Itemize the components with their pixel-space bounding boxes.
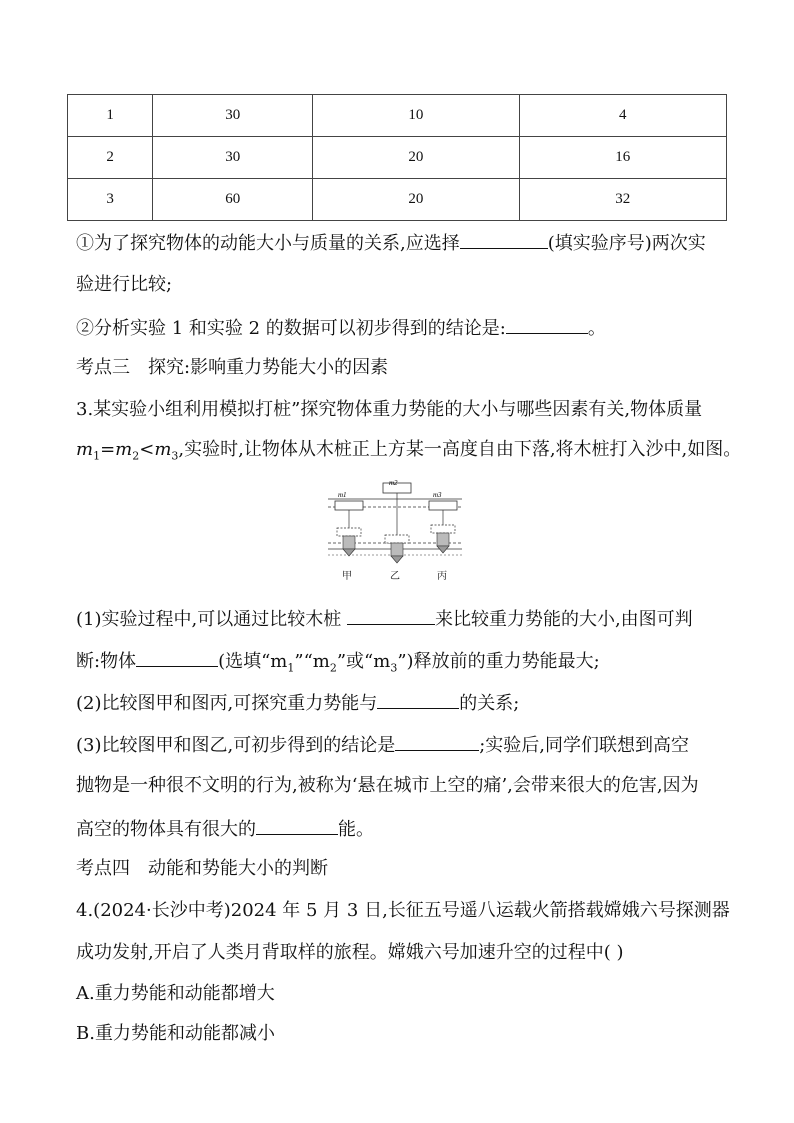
q3-stem-line-1: 3.某实验小组利用模拟打桩”探究物体重力势能的大小与哪些因素有关,物体质量 xyxy=(76,399,703,420)
table-cell: 32 xyxy=(519,179,726,221)
answer-blank[interactable] xyxy=(506,315,588,334)
q3-part1-line-1: (1)实验过程中,可以通过比较木桩 来比较重力势能的大小,由图可判 xyxy=(76,606,693,632)
q3-part3-line-1: (3)比较图甲和图乙,可初步得到的结论是 ;实验后,同学们联想到高空 xyxy=(76,732,689,758)
label-m3: m3 xyxy=(433,491,442,499)
answer-blank[interactable] xyxy=(256,816,338,835)
table-cell: 10 xyxy=(313,95,519,137)
label-m1: m1 xyxy=(338,491,347,499)
q3-part3-line-2: 抛物是一种很不文明的行为,被称为‘悬在城市上空的痛’,会带来很大的危害,因为 xyxy=(76,775,699,796)
table-row xyxy=(68,179,727,221)
q2-line-1: ①为了探究物体的动能大小与质量的关系,应选择 (填实验序号)两次实 xyxy=(76,230,706,256)
q3-stem-line-2: $m_1=m_2<m_3$,实验时,让物体从木桩正上方某一高度自由下落,将木桩打入沙中,如图。 xyxy=(76,439,742,463)
q4-stem-line-2: 成功发射,开启了人类月背取样的旅程。嫦娥六号加速升空的过程中( ) xyxy=(76,942,624,963)
q2-line-2: 验进行比较; xyxy=(76,274,173,295)
answer-blank[interactable] xyxy=(136,648,218,667)
fig-label-yi: 乙 xyxy=(390,571,400,582)
mass-m1-block xyxy=(335,501,363,556)
answer-blank[interactable] xyxy=(377,690,459,709)
table-cell: 4 xyxy=(519,95,726,137)
table-cell: 30 xyxy=(153,95,313,137)
section-4-heading: 考点四 动能和势能大小的判断 xyxy=(76,858,328,879)
q2-line-3: ②分析实验 1 和实验 2 的数据可以初步得到的结论是: 。 xyxy=(76,315,606,341)
label-m2: m2 xyxy=(389,479,398,487)
table-cell: 20 xyxy=(313,137,519,179)
table-row xyxy=(68,95,727,137)
table-cell: 60 xyxy=(153,179,313,221)
mass-m2-block xyxy=(383,483,411,563)
q3-part2: (2)比较图甲和图丙,可探究重力势能与 的关系; xyxy=(76,690,519,716)
mass-m3-block xyxy=(429,501,457,553)
table-cell: 1 xyxy=(68,95,153,137)
answer-blank[interactable] xyxy=(395,732,479,751)
answer-blank[interactable] xyxy=(460,230,548,249)
table-cell: 3 xyxy=(68,179,153,221)
q4-option-a[interactable]: A.重力势能和动能都增大 xyxy=(76,983,275,1004)
fig-label-bing: 丙 xyxy=(437,571,447,582)
table-row xyxy=(68,137,727,179)
fig-label-jia: 甲 xyxy=(342,571,352,582)
table-cell: 30 xyxy=(153,137,313,179)
q4-stem-line-1: 4.(2024·长沙中考)2024 年 5 月 3 日,长征五号遥八运载火箭搭载嫦娥六号探测器 xyxy=(76,900,730,921)
table-cell: 16 xyxy=(519,137,726,179)
section-3-heading: 考点三 探究:影响重力势能大小的因素 xyxy=(76,357,389,378)
table-cell: 2 xyxy=(68,137,153,179)
q3-part1-line-2: 断:物体 (选填“$m_1”“m_2$”或“$m_3$”)释放前的重力势能最大; xyxy=(76,648,600,681)
answer-blank[interactable] xyxy=(347,606,435,625)
q3-part3-line-3: 高空的物体具有很大的 能。 xyxy=(76,816,374,842)
data-table xyxy=(67,94,727,221)
q4-option-b[interactable]: B.重力势能和动能都减小 xyxy=(76,1023,275,1044)
table-cell: 20 xyxy=(313,179,519,221)
